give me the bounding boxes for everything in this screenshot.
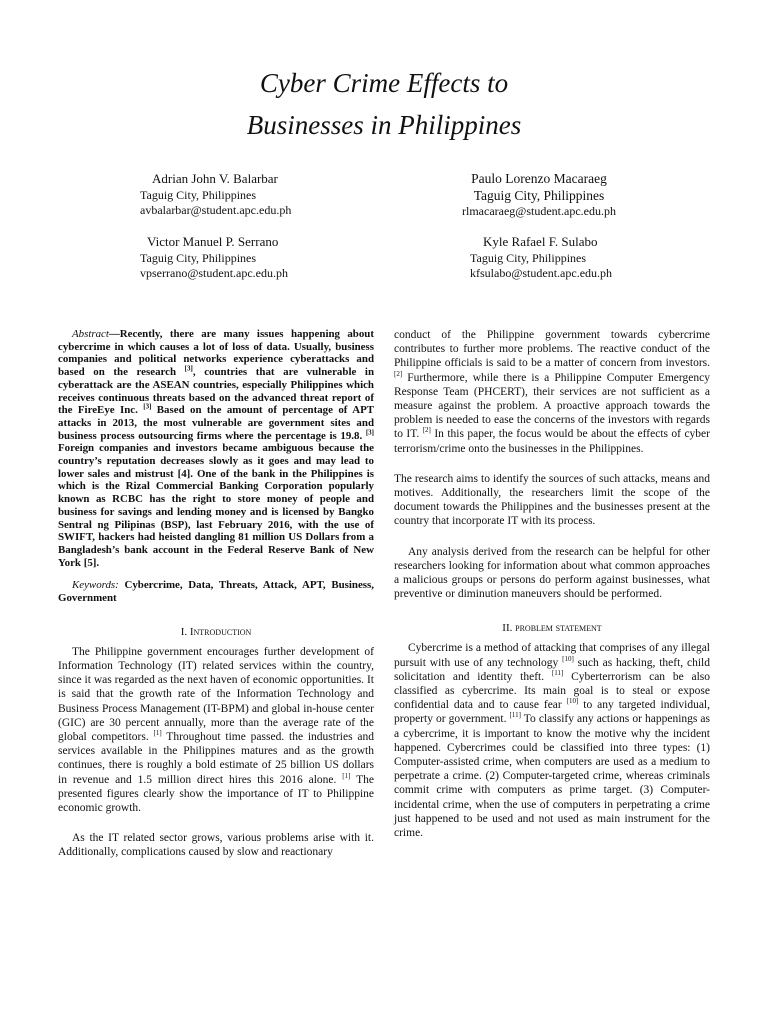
author-name: Paulo Lorenzo Macaraeg	[471, 171, 607, 186]
author-block-3	[140, 234, 288, 281]
problem-paragraph-1: Cybercrime is a method of attacking that comprises of any illegal pursuit with use of any technology [10] such as hacking, theft, child solicitation and identity theft. [11] Cyberterrorism can be also classified as cybercrime. Its main goal is to steal or expose confidential data and to cause fear [10] to any targeted individual, property or government. [11] To classify any actions or happenings as a cybercrime, it is important to know the motive why the incident happened. Cybercrimes could be classified into three types: (1) Computer-assisted crime, when computers are used as a medium to perpetrate a crime. (2) Computer-targeted crime, whereas criminals commit crime with computers as prime target. (3) Computer-incidental crime, when the use of computers in perpetrating a crime just happened to be used and not used as main instrument for the crime.	[394, 642, 711, 840]
author-name: Victor Manuel P. Serrano	[147, 234, 279, 249]
author-affiliation: Taguig City, Philippines	[473, 188, 605, 203]
author-block-1	[140, 171, 291, 218]
author-email: vpserrano@student.apc.edu.ph	[140, 266, 289, 280]
author-email: kfsulabo@student.apc.edu.ph	[470, 266, 613, 280]
intro-paragraph-3: conduct of the Philippine government towards cybercrime contributes to further more problems. The reactive conduct of the Philippine officials is said to be a matter of concern from investors. [2] Furthermore, while there is a Philippine Computer Emergency Response Team (PHCERT), their services are not sufficient as a measure against the problem. A proactive approach towards the problem is needed to ease the concerns of the investors with regards to IT. [2] In this paper, the focus would be about the effects of cyber terrorism/crime onto the businesses in the Philippines.	[394, 329, 710, 455]
author-email: avbalarbar@student.apc.edu.ph	[140, 203, 292, 217]
intro-paragraph-4: The research aims to identify the sources of such attacks, means and motives. Additionally, the researchers limit the scope of the document towards the Philippines and the businesses present at the country that incorporate IT with its process.	[394, 472, 710, 528]
citation: [3]	[365, 428, 374, 436]
citation: [1]	[153, 729, 162, 738]
author-affiliation: Taguig City, Philippines	[140, 188, 257, 202]
author-affiliation: Taguig City, Philippines	[140, 251, 257, 265]
citation: [10]	[562, 654, 574, 663]
keywords: Keywords: Cybercrime, Data, Threats, Attack, APT, Business, Government	[58, 579, 374, 605]
citation: [1]	[342, 771, 351, 780]
right-column	[394, 328, 710, 840]
paper-title	[0, 62, 768, 146]
intro-paragraph-5: Any analysis derived from the research can be helpful for other researchers looking for information about what common approaches a malicious groups or persons do perform against businesses, what preventive or diminution maneuvers should be performed.	[394, 545, 710, 601]
author-block-2	[462, 171, 616, 219]
author-name: Kyle Rafael F. Sulabo	[483, 234, 598, 249]
title-line-1: Cyber Crime Effects to	[259, 68, 509, 98]
author-block-4	[470, 234, 612, 281]
author-email: rlmacaraeg@student.apc.edu.ph	[462, 204, 616, 218]
left-column	[58, 328, 374, 860]
abstract: Abstract—Recently, there are many issues happening about cybercrime in which causes a lot of loss of data. Usually, business companies and political networks experience cyberattacks and based on the research [3], countries that are vulnerable in cyberattack are the ASEAN countries, especially Philippines which receives continuous threats based on the advanced threat report of the FireEye Inc. [3] Based on the amount of percentage of APT attacks in 2013, the most vulnerable are government sites and business process outsourcing firms where the percentage is 19.8. [3] Foreign companies and investors became ambiguous because the country’s reputation decreases slowly as it goes and may lead to lower sales and mistrust [4]. One of the bank in the Philippines is which is the Rizal Commercial Banking Corporation popularly known as RCBC has the right to store money of people and business for savings and lending money and is licensed by Bangko Sentral ng Pilipinas (BSP), last February 2016, with the use of SWIFT, hackers had heisted dangling 81 million US Dollars from a Bangladesh’s bank account in the Federal Reserve Bank of New York [5].	[58, 328, 375, 569]
citation: [2]	[394, 369, 403, 378]
citation: [10]	[566, 697, 579, 706]
intro-paragraph-2: As the IT related sector grows, various problems arise with it. Additionally, complications caused by slow and reactionary	[58, 832, 374, 859]
section-heading-introduction: I. Introduction	[180, 625, 252, 638]
author-affiliation: Taguig City, Philippines	[470, 251, 587, 265]
citation: [11]	[551, 669, 564, 678]
citation: [3]	[184, 364, 193, 373]
title-line-2: Businesses in Philippines	[246, 110, 522, 140]
section-heading-problem-statement: II. problem statement	[502, 622, 602, 635]
citation: [2]	[422, 426, 431, 435]
abstract-label: Abstract	[72, 328, 109, 340]
intro-paragraph-1: The Philippine government encourages further development of Information Technology (IT) related services within the country, since it was regarded as the next haven of economic opportunities. It is said that the growth rate of the Information Technology and Business Process Management (IT-BPM) and global in-house center (GIC) are 30 percent annually, more than the average rate of the global competitors. [1] Throughout time passed. the industries and services available in the Philippines matures and as the growth continues, there is roughly a bold estimate of 25 billion US dollars in revenue and 1.5 million direct hires this 2016 alone. [1] The presented figures clearly show the importance of IT to Philippine economic growth.	[58, 645, 375, 814]
citation: [3]	[143, 402, 152, 411]
keywords-label: Keywords:	[72, 579, 119, 592]
citation: [11]	[509, 711, 521, 720]
author-name: Adrian John V. Balarbar	[152, 171, 278, 186]
